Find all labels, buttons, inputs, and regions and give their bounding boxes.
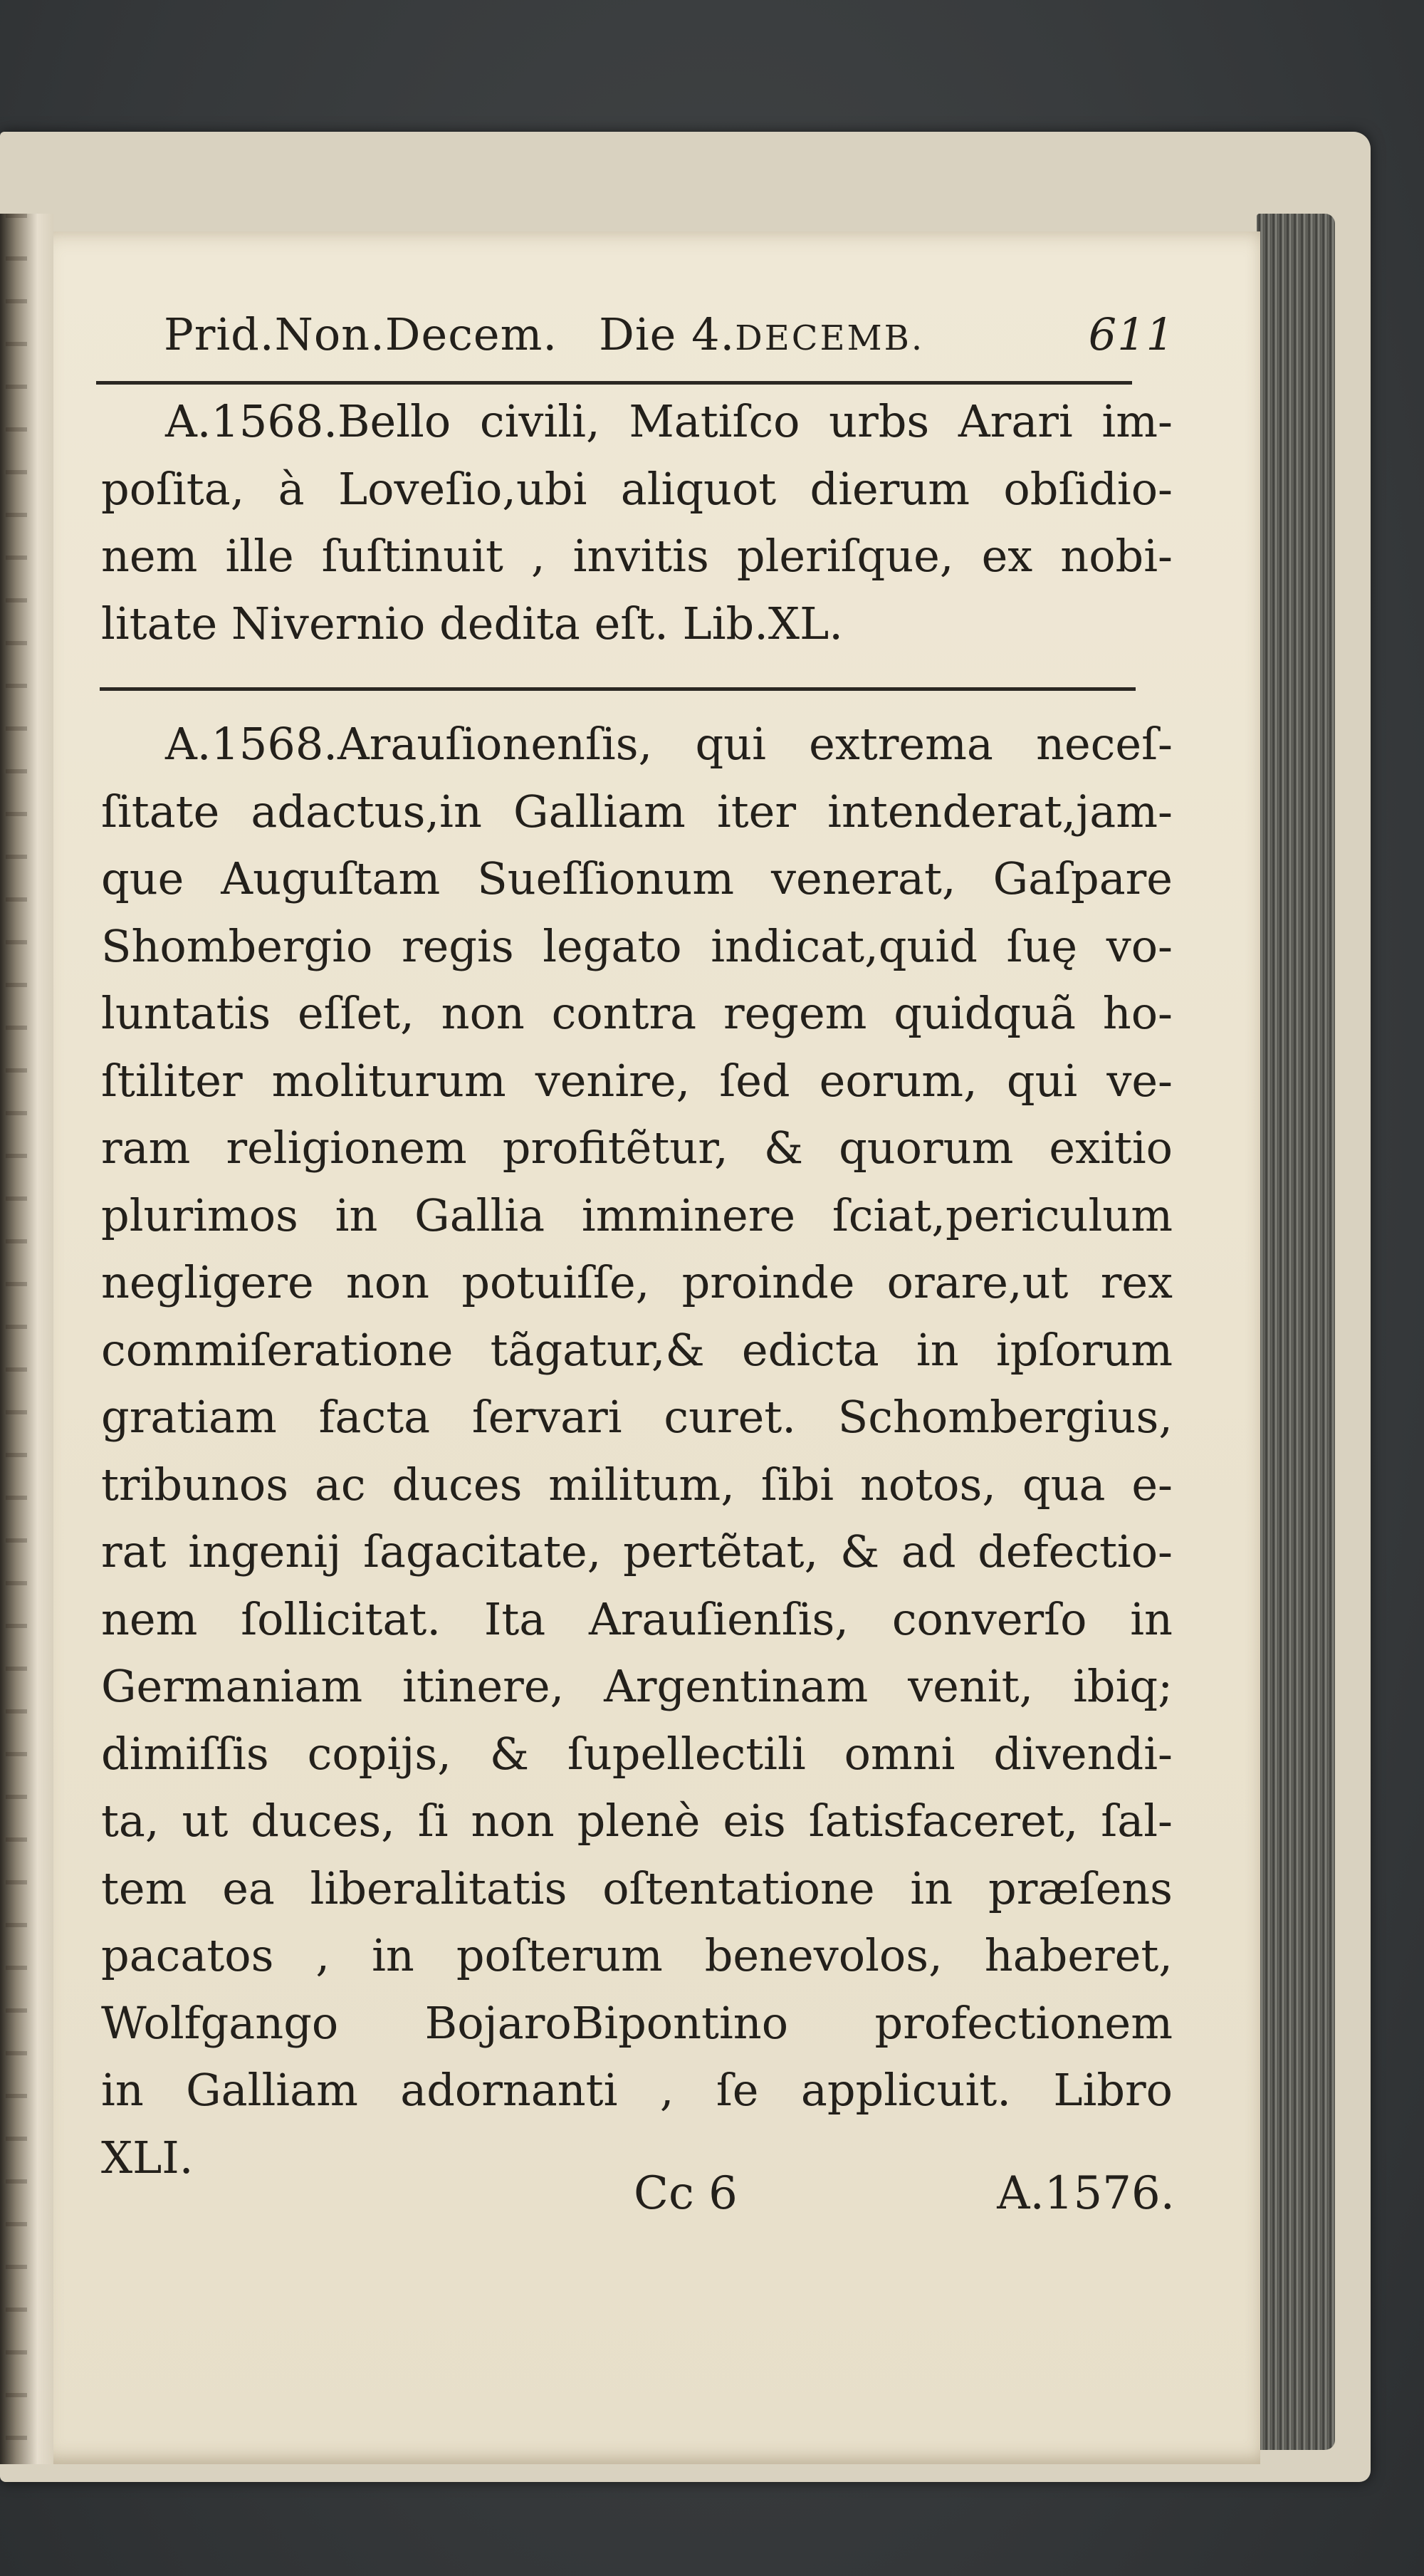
page-fore-edge	[1257, 214, 1335, 2450]
entry-1	[101, 388, 1173, 657]
header-rule	[96, 381, 1132, 385]
entry-2-line: commiſeratione tãgatur,& edicta in ipſorum	[101, 1323, 1173, 1376]
entry-2-line: ram religionem profitẽtur, & quorum exitio	[101, 1122, 1173, 1174]
entry-2-line: negligere non potuiſſe, proinde orare,ut rex	[101, 1256, 1173, 1308]
page-number: 611	[1088, 308, 1175, 360]
entry-2-line: XLI.	[101, 2131, 194, 2184]
entry-2-line: Germaniam itinere, Argentinam venit, ibiq;	[101, 1660, 1173, 1712]
entry-2-line: que Auguſtam Sueſſionum venerat, Gaſpare	[101, 852, 1173, 904]
page-footer	[634, 2162, 1175, 2226]
entry-2-line: ta, ut duces, ſi non plenè eis ſatisfaceret, ſal-	[101, 1795, 1173, 1847]
header-date	[599, 306, 924, 367]
entry-separator-rule	[100, 687, 1136, 691]
catchword: A.1576.	[997, 2167, 1175, 2220]
running-header	[164, 306, 1175, 363]
entry-2-line: in Galliam adornanti , ſe applicuit. Libro	[101, 2064, 1173, 2116]
entry-2-line: ſtiliter moliturum venire, ſed eorum, qui ve-	[101, 1054, 1173, 1107]
entry-2-line: ſitate adactus,in Galliam iter intenderat,jam-	[101, 785, 1173, 838]
entry-2-line: pacatos , in poſterum benevolos, haberet,	[101, 1929, 1173, 1981]
signature-mark: Cc 6	[634, 2167, 738, 2220]
header-die: Die 4.	[599, 308, 735, 360]
entry-2-line: tem ea liberalitatis oſtentatione in præſens	[101, 1862, 1173, 1914]
entry-2-line: A.1568.Arauſionenſis, qui extrema neceſ-	[165, 718, 1173, 770]
binding-thread	[6, 214, 27, 2464]
entry-2-line: plurimos in Gallia imminere ſciat,periculum	[101, 1189, 1173, 1241]
entry-2-line: gratiam facta ſervari curet. Schombergius,	[101, 1391, 1173, 1443]
entry-2-line: dimiſſis copijs, & ſupellectili omni divendi-	[101, 1727, 1173, 1780]
entry-2-line: Wolfgango BojaroBipontino profectionem	[101, 1996, 1173, 2049]
entry-2-line: Shombergio regis legato indicat,quid ſuę vo-	[101, 919, 1173, 972]
entry-2-line: nem ſollicitat. Ita Arauſienſis, converſo in	[101, 1592, 1173, 1645]
entry-1-line: A.1568.Bello civili, Matiſco urbs Arari im-	[165, 395, 1173, 447]
entry-1-line: nem ille ſuſtinuit , invitis pleriſque, ex nobi-	[101, 530, 1173, 582]
entry-1-line: litate Nivernio dedita eſt. Lib.XL.	[101, 597, 843, 650]
book-binding	[0, 214, 53, 2464]
entry-2-line: luntatis eſſet, non contra regem quidquã ho-	[101, 987, 1173, 1039]
entry-2-line: tribunos ac duces militum, ſibi notos, qua e-	[101, 1458, 1173, 1511]
header-left: Prid.Non.Decem.	[164, 308, 558, 360]
entry-2-line: rat ingenij ſagacitate, pertẽtat, & ad defectio-	[101, 1526, 1173, 1578]
entry-2	[101, 711, 1173, 2191]
header-month: DECEMB.	[735, 318, 925, 358]
entry-1-line: poſita, à Loveſio,ubi aliquot dierum obſidio-	[101, 462, 1173, 515]
